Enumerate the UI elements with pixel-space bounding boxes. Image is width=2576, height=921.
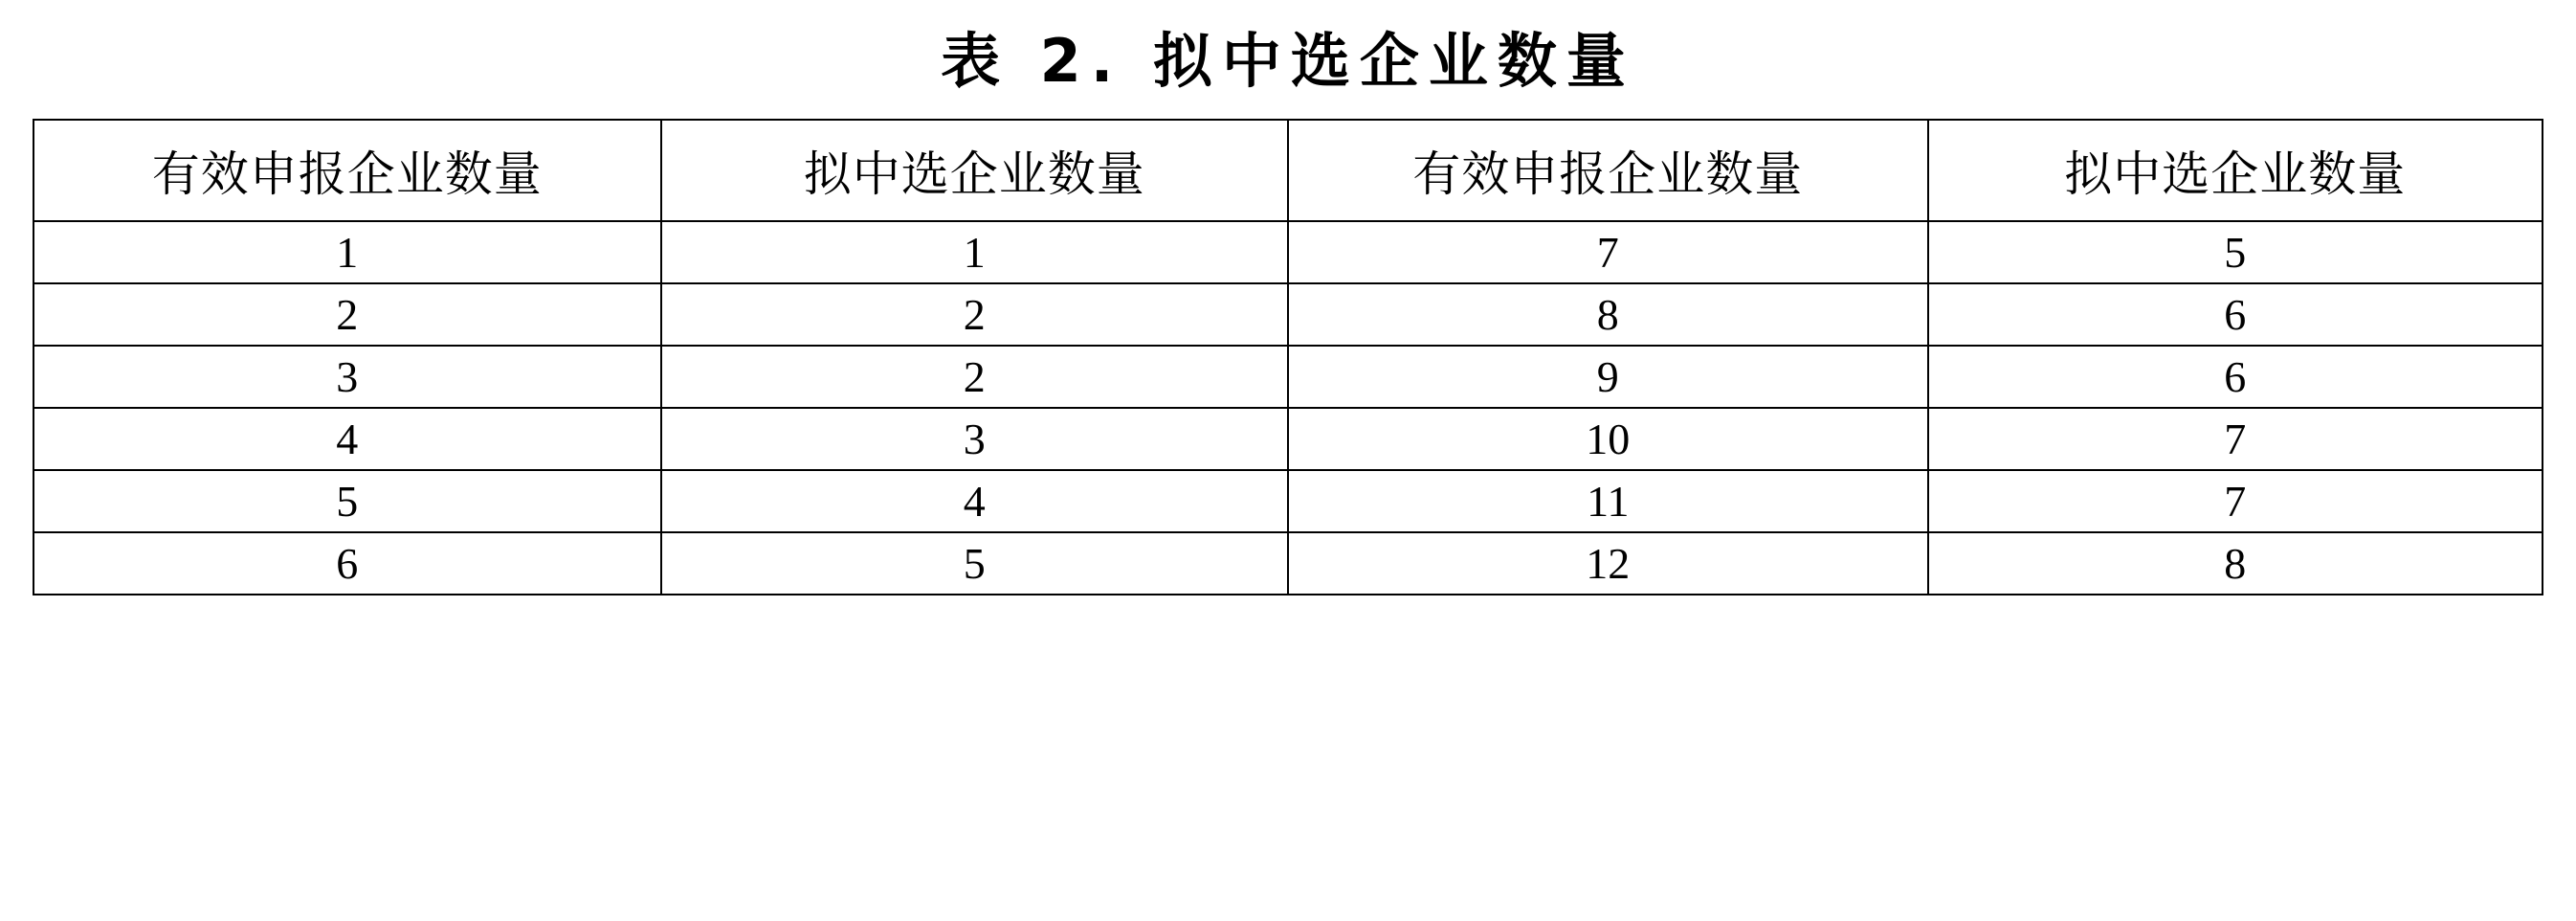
table-cell: 7 — [1928, 408, 2543, 470]
table-cell: 2 — [661, 283, 1289, 346]
table-cell: 1 — [33, 221, 661, 283]
table-cell: 9 — [1288, 346, 1928, 408]
table-body — [33, 221, 2543, 595]
table-cell: 4 — [33, 408, 661, 470]
table-cell: 5 — [1928, 221, 2543, 283]
table-container — [33, 119, 2543, 595]
table-cell: 5 — [33, 470, 661, 532]
table-cell: 3 — [661, 408, 1289, 470]
table-cell: 6 — [33, 532, 661, 595]
table-cell: 8 — [1288, 283, 1928, 346]
enterprise-count-table — [33, 119, 2543, 595]
table-cell: 7 — [1288, 221, 1928, 283]
table-cell: 5 — [661, 532, 1289, 595]
table-cell: 2 — [33, 283, 661, 346]
table-title: 表 2. 拟中选企业数量 — [941, 26, 1635, 96]
column-header-valid-declarations-1: 有效申报企业数量 — [33, 120, 661, 221]
table-row — [33, 283, 2543, 346]
table-cell: 1 — [661, 221, 1289, 283]
column-header-selected-2: 拟中选企业数量 — [1928, 120, 2543, 221]
column-header-valid-declarations-2: 有效申报企业数量 — [1288, 120, 1928, 221]
table-cell: 3 — [33, 346, 661, 408]
table-cell: 6 — [1928, 346, 2543, 408]
table-header — [33, 120, 2543, 221]
table-header-row — [33, 120, 2543, 221]
table-cell: 11 — [1288, 470, 1928, 532]
table-row — [33, 346, 2543, 408]
table-row — [33, 532, 2543, 595]
table-cell: 8 — [1928, 532, 2543, 595]
table-cell: 6 — [1928, 283, 2543, 346]
table-row — [33, 221, 2543, 283]
table-cell: 2 — [661, 346, 1289, 408]
table-cell: 7 — [1928, 470, 2543, 532]
table-row — [33, 408, 2543, 470]
table-cell: 4 — [661, 470, 1289, 532]
table-row — [33, 470, 2543, 532]
table-cell: 12 — [1288, 532, 1928, 595]
table-cell: 10 — [1288, 408, 1928, 470]
column-header-selected-1: 拟中选企业数量 — [661, 120, 1289, 221]
